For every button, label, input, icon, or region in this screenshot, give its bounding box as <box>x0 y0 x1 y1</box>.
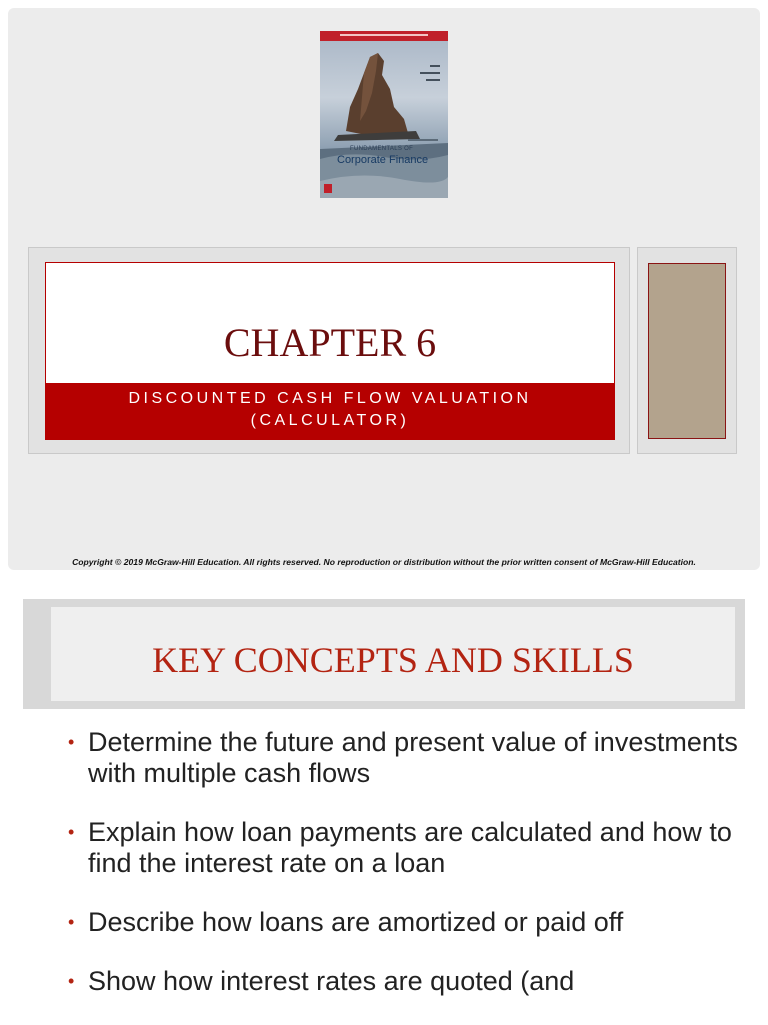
bullet-item <box>68 817 748 879</box>
slide-key-concepts-header <box>23 599 745 709</box>
cover-edition <box>408 139 438 141</box>
cover-title-small: FUNDAMENTALS OF <box>350 146 414 152</box>
bullet-icon: • <box>68 971 75 991</box>
bullet-item <box>68 907 748 938</box>
bullet-text: Describe how loans are amortized or paid off <box>88 907 624 937</box>
cover-title-big: Corporate Finance <box>337 154 429 166</box>
title-box <box>45 262 615 440</box>
bullet-text: Determine the future and present value of investments with multiple cash flows <box>88 727 738 788</box>
subtitle-line-1: DISCOUNTED CASH FLOW VALUATION <box>128 390 532 407</box>
header-box <box>51 607 735 701</box>
bullet-icon: • <box>68 912 75 932</box>
bullet-item <box>68 966 748 997</box>
book-cover-image <box>320 31 448 198</box>
bullet-icon: • <box>68 822 75 842</box>
rock-icon <box>320 31 448 198</box>
bullet-list <box>68 727 748 1025</box>
publisher-logo-icon <box>324 184 332 193</box>
cover-authors <box>418 65 440 87</box>
bullet-item <box>68 727 748 789</box>
bullet-icon: • <box>68 732 75 752</box>
side-accent-box <box>648 263 726 439</box>
chapter-title: CHAPTER 6 <box>223 320 437 365</box>
side-panel <box>637 247 737 454</box>
bullet-text: Explain how loan payments are calculated and how to find the interest rate on a loan <box>88 817 732 878</box>
slide-chapter-6 <box>8 8 760 570</box>
subtitle-line-2: (CALCULATOR) <box>250 412 410 429</box>
copyright-notice: Copyright © 2019 McGraw-Hill Education. All rights reserved. No reproduction or distribution without the prior written consent of McGraw-Hill Education. <box>72 557 696 567</box>
slide-title: KEY CONCEPTS AND SKILLS <box>152 640 634 680</box>
title-panel <box>28 247 630 454</box>
chapter-subtitle <box>46 383 614 439</box>
bullet-text: Show how interest rates are quoted (and <box>88 966 575 996</box>
